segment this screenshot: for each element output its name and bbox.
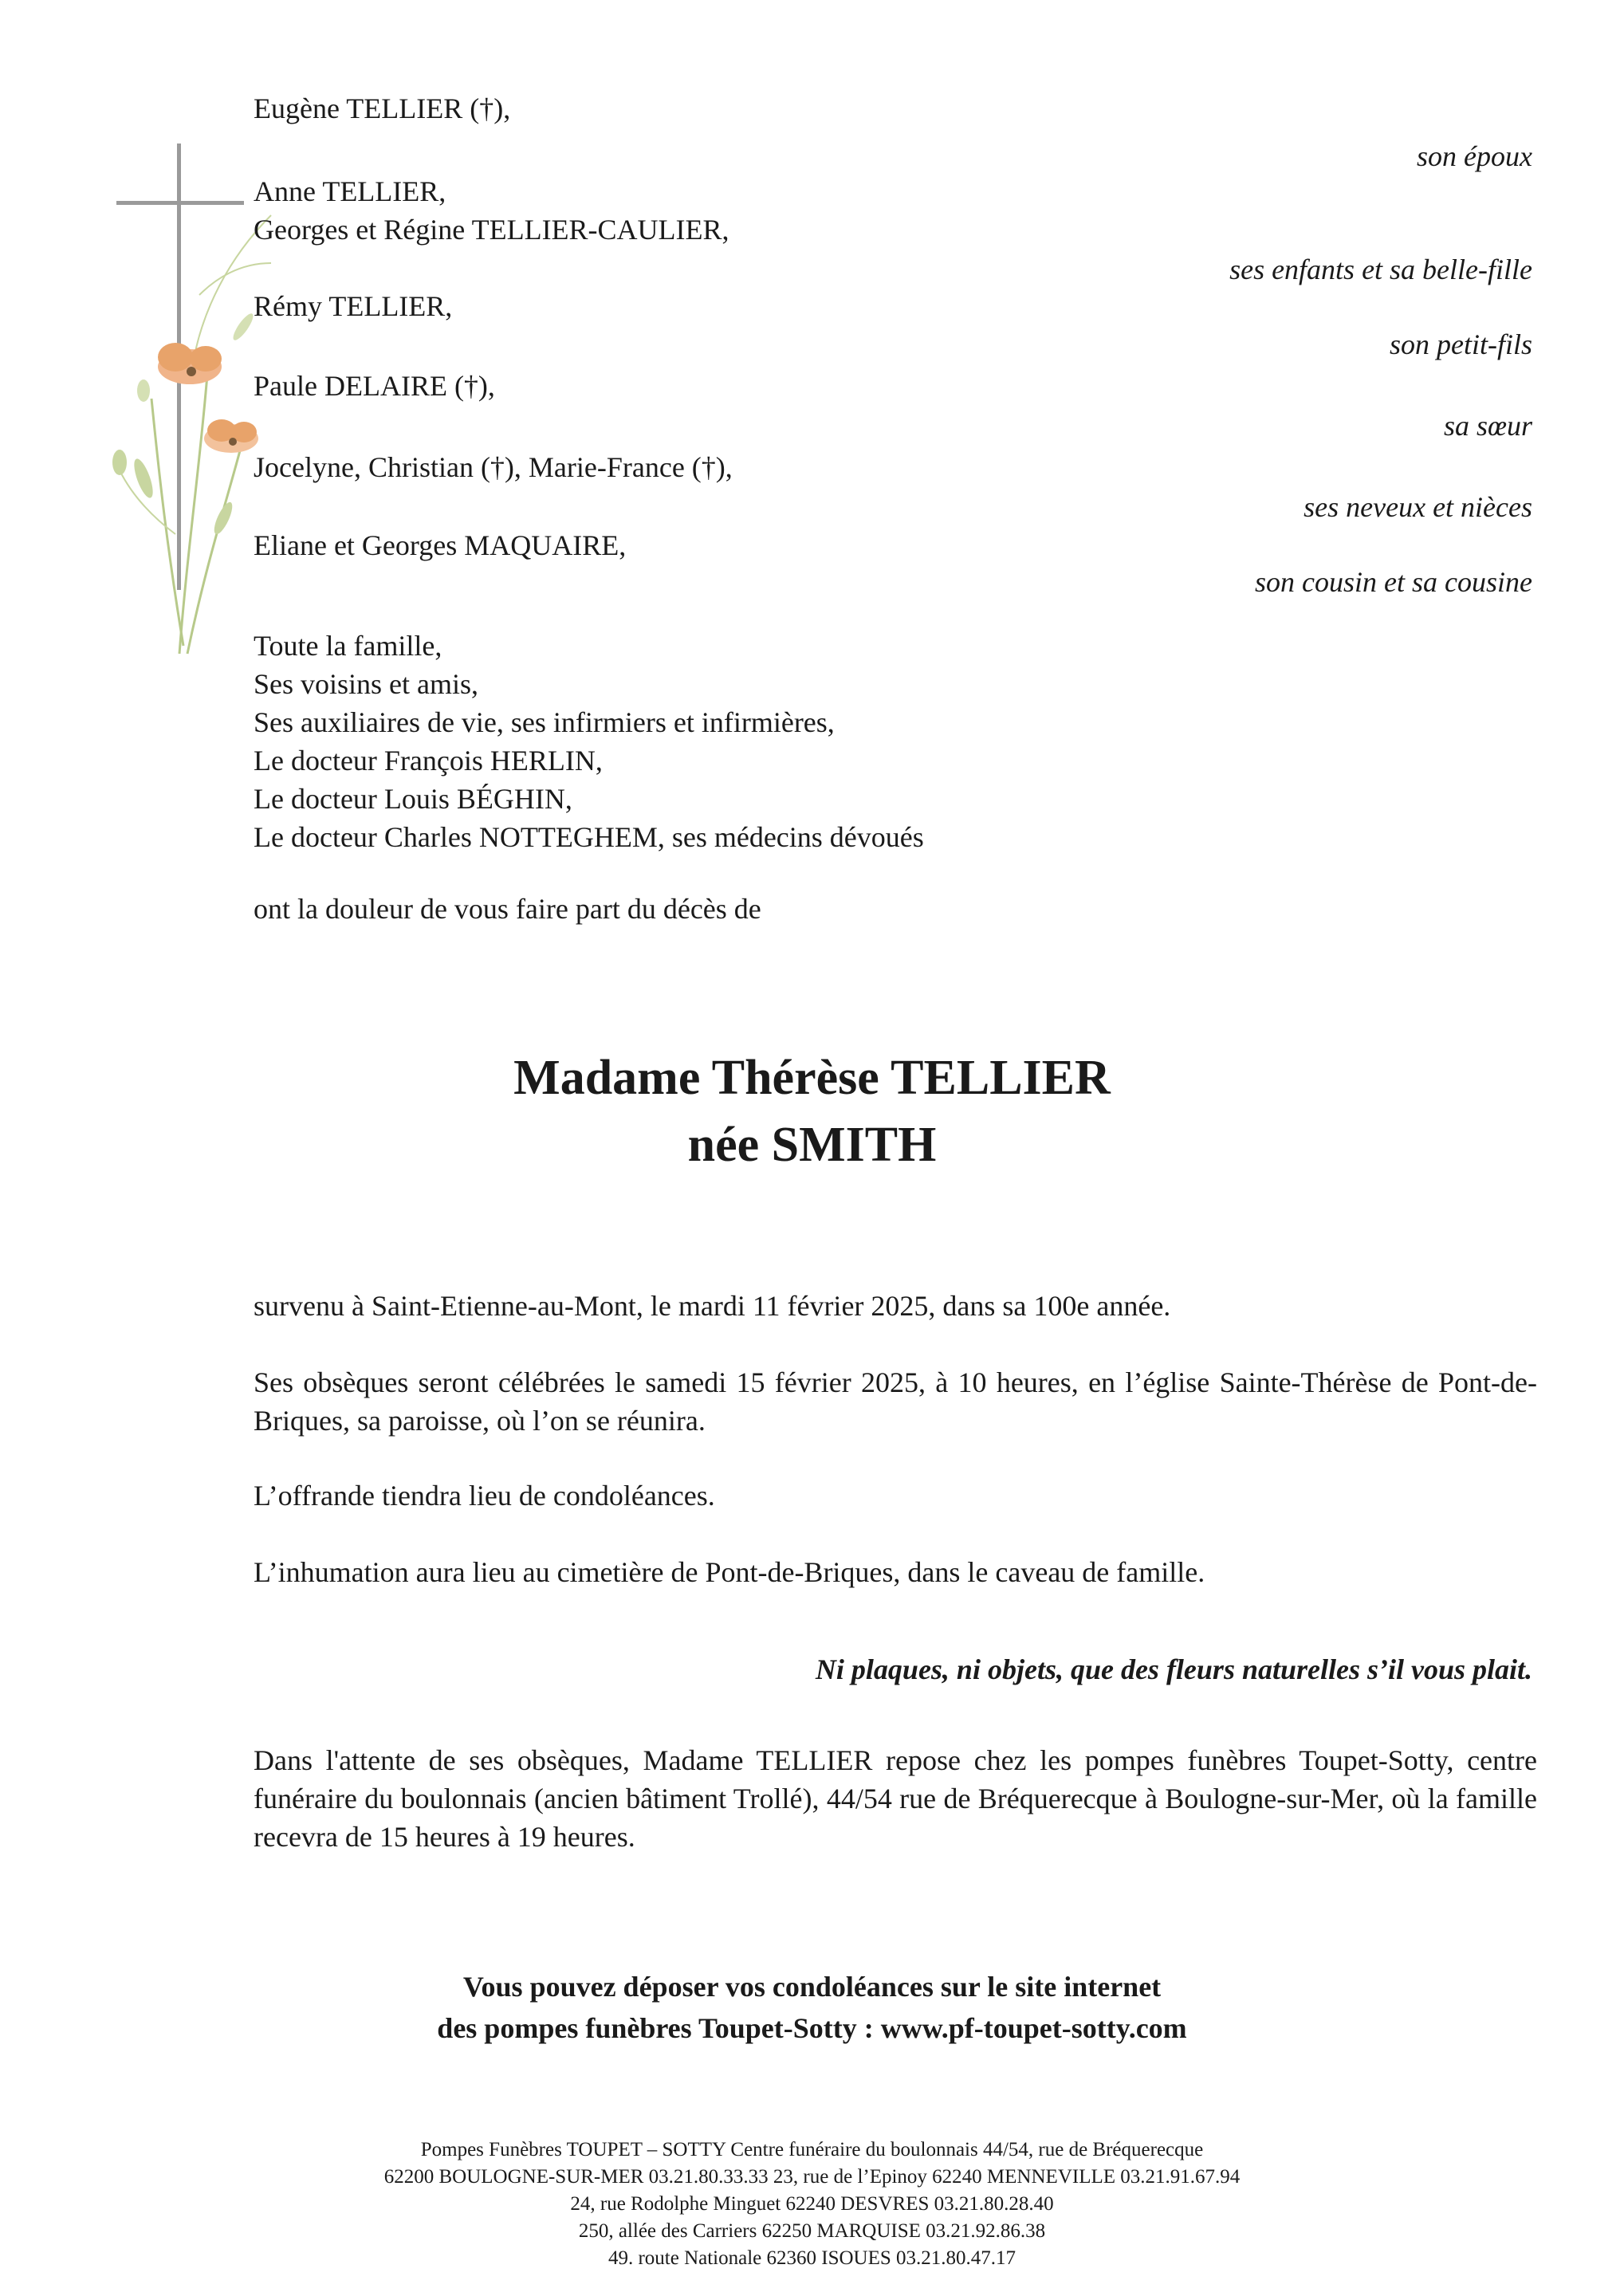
visitation-info: Dans l'attente de ses obsèques, Madame TELLIER repose chez les pompes funèbres Toupet-Sotty, centre funéraire du boulonnais (ancien bâtiment Trollé), 44/54 rue de Bréquerecque à Boulogne-sur-Mer, où la famille recevra de 15 heures à 19 heures. — [254, 1744, 1537, 1853]
others-line-5: Le docteur Louis BÉGHIN, — [254, 783, 572, 815]
flowers-note: Ni plaques, ni objets, que des fleurs naturelles s’il vous plait. — [815, 1653, 1532, 1685]
footer-line-1: Pompes Funèbres TOUPET – SOTTY Centre funéraire du boulonnais 44/54, rue de Bréquerecque — [420, 2139, 1204, 2160]
relation-4: son petit-fils — [1390, 328, 1532, 360]
relation-1: son époux — [1417, 140, 1532, 172]
relation-3: ses enfants et sa belle-fille — [1229, 254, 1532, 285]
burial-info: L’inhumation aura lieu au cimetière de Pont-de-Briques, dans le caveau de famille. — [254, 1556, 1205, 1588]
condolences-line-2: des pompes funèbres Toupet-Sotty : www.pf-toupet-sotty.com — [437, 2012, 1187, 2044]
others-line-2: Ses voisins et amis, — [254, 668, 479, 700]
family-name-4: Rémy TELLIER, — [254, 290, 453, 322]
funeral-info: Ses obsèques seront célébrées le samedi 15 février 2025, à 10 heures, en l’église Sainte-Thérèse de Pont-de-Briques, sa paroisse, où l’on se réunira. — [254, 1366, 1537, 1437]
condolences-line-1: Vous pouvez déposer vos condoléances sur le site internet — [462, 1971, 1162, 2003]
others-line-3: Ses auxiliaires de vie, ses infirmiers et infirmières, — [254, 706, 835, 738]
deceased-name: Madame Thérèse TELLIER — [513, 1051, 1111, 1105]
relation-5: sa sœur — [1443, 410, 1532, 442]
footer-line-3: 24, rue Rodolphe Minguet 62240 DESVRES 03.21.80.28.40 — [570, 2193, 1054, 2215]
others-line-1: Toute la famille, — [254, 630, 442, 662]
others-line-6: Le docteur Charles NOTTEGHEM, ses médecins dévoués — [254, 821, 924, 853]
family-name-7: Eliane et Georges MAQUAIRE, — [254, 529, 627, 561]
family-name-5: Paule DELAIRE (†), — [254, 370, 495, 402]
family-name-6: Jocelyne, Christian (†), Marie-France (†), — [254, 451, 733, 483]
deceased-maiden-name: née SMITH — [687, 1118, 937, 1172]
announcement: ont la douleur de vous faire part du décès de — [254, 893, 761, 925]
others-line-4: Le docteur François HERLIN, — [254, 745, 603, 776]
footer-line-2: 62200 BOULOGNE-SUR-MER 03.21.80.33.33 23, rue de l’Epinoy 62240 MENNEVILLE 03.21.91.67.94 — [383, 2166, 1241, 2188]
relation-7: son cousin et sa cousine — [1255, 566, 1532, 598]
family-name-2: Anne TELLIER, — [254, 175, 446, 207]
relation-6: ses neveux et nièces — [1304, 491, 1532, 523]
footer-line-5: 49. route Nationale 62360 ISOUES 03.21.80.47.17 — [608, 2247, 1016, 2269]
footer-line-4: 250, allée des Carriers 62250 MARQUISE 03.21.92.86.38 — [578, 2220, 1046, 2242]
offering-info: L’offrande tiendra lieu de condoléances. — [254, 1480, 715, 1512]
death-info: survenu à Saint-Etienne-au-Mont, le mardi 11 février 2025, dans sa 100e année. — [254, 1290, 1171, 1322]
family-name-3: Georges et Régine TELLIER-CAULIER, — [254, 214, 729, 246]
family-name-1: Eugène TELLIER (†), — [254, 92, 511, 124]
